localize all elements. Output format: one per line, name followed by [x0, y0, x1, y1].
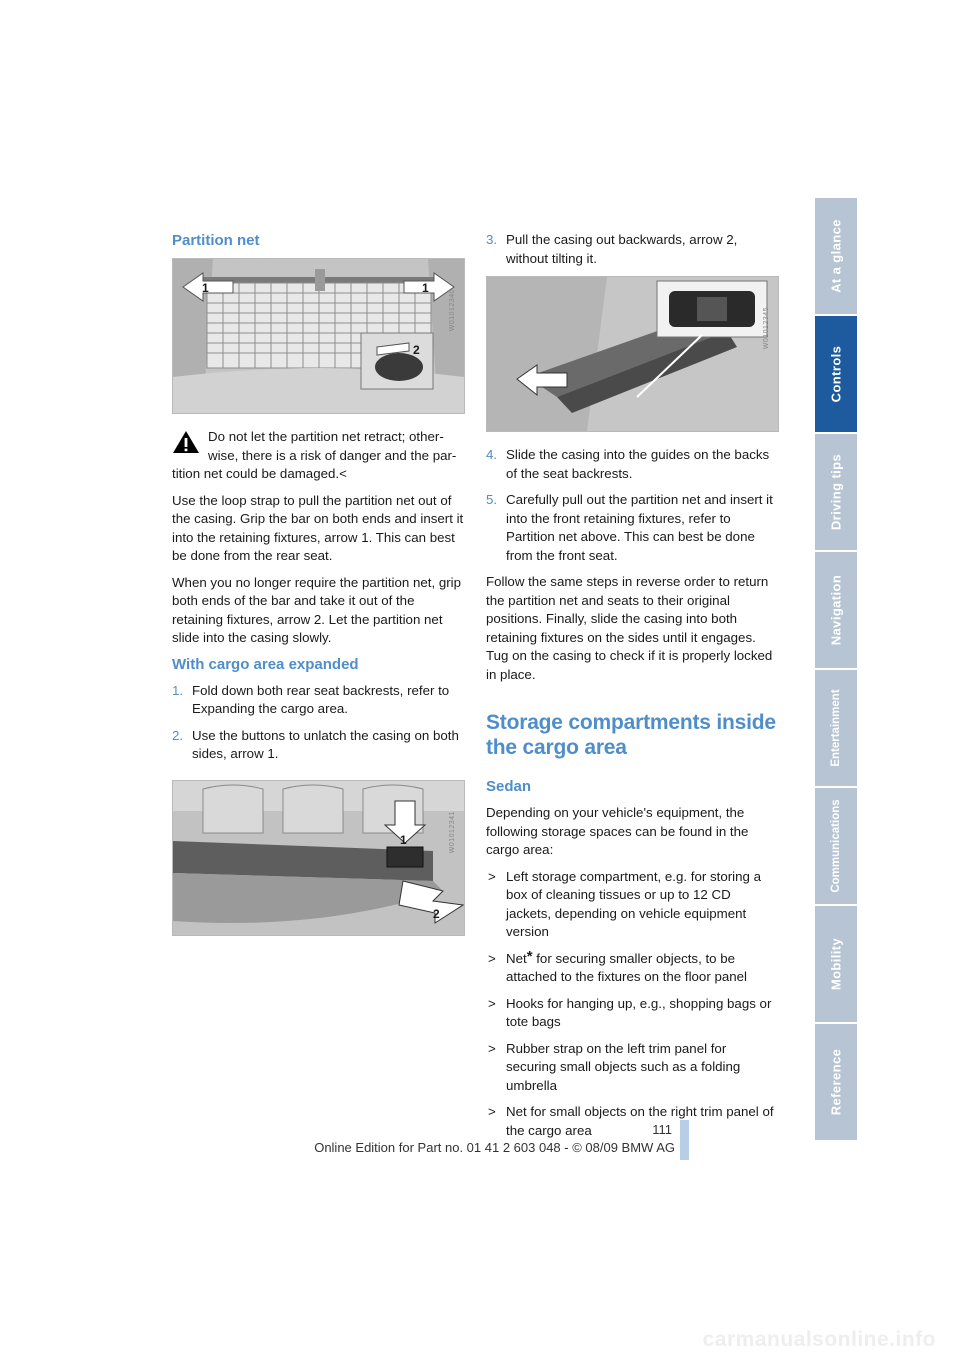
pull-casing-illustration [487, 277, 778, 431]
partition-net-heading: Partition net [172, 232, 260, 249]
end-mark: < [339, 466, 347, 481]
figure-code: W01012341 [448, 810, 456, 853]
paragraph-intro: Depending on your vehicle's equipment, the following storage spaces can be found in the cargo area: [486, 805, 749, 857]
figure-label-arrow-1: 1 [400, 832, 407, 847]
step-item: 3. Pull the casing out backwards, arrow 2, without tilting it. [486, 232, 738, 266]
paragraph-insert-net: Use the loop strap to pull the partition net out of the casing. Grip the bar on both ends and insert it into the retaining fixtures, arrow 1. This can best be done from the rear seat. [172, 492, 464, 563]
figure-label-arrow-2: 2 [433, 906, 440, 921]
step-item: 5. Carefully pull out the partition net and insert it into the front retaining fixtures, refer to Partition net above. This can best be done from the front seat. [486, 492, 773, 563]
warning-line-2: wise, there is a risk of danger and the par- [208, 447, 457, 463]
list-item: > Rubber strap on the left trim panel for securing small objects such as a folding umbrella [488, 1040, 741, 1093]
tab-mobility[interactable]: Mobility [815, 906, 857, 1022]
step-item: 2. Use the buttons to unlatch the casing on both sides, arrow 1. [172, 727, 459, 761]
cargo-expanded-heading: With cargo area expanded [172, 655, 359, 673]
figure-code: W01012340 [448, 289, 456, 332]
warning-note [172, 428, 465, 484]
steps-list-left [172, 682, 465, 764]
step-item: 1. Fold down both rear seat backrests, refer to Expanding the cargo area. [172, 682, 450, 716]
tab-communications[interactable]: Communications [815, 788, 857, 904]
figure-partition-net [172, 258, 465, 414]
tab-reference[interactable]: Reference [815, 1024, 857, 1140]
page-number: 111 [652, 1122, 672, 1137]
tab-controls[interactable]: Controls [815, 316, 857, 432]
tab-at-a-glance[interactable]: At a glance [815, 198, 857, 314]
footer-edition-text: Online Edition for Part no. 01 41 2 603 048 - © 08/09 BMW AG [314, 1140, 675, 1155]
right-column [486, 232, 779, 1148]
list-item: > Left storage compartment, e.g. for storing a box of cleaning tissues or up to 12 CD jackets, depending on vehicle equipment version [488, 868, 761, 939]
tab-driving-tips[interactable]: Driving tips [815, 434, 857, 550]
footer-accent-bar [680, 1120, 689, 1160]
figure-casing-unlatch [172, 780, 465, 936]
steps-list-right-top [486, 231, 779, 268]
watermark [0, 1326, 960, 1358]
list-item: > Net for small objects on the right trim panel of the cargo area [488, 1104, 774, 1138]
sedan-heading: Sedan [486, 778, 532, 795]
paragraph-remove-net: When you no longer require the partition net, grip both ends of the bar and take it out of the retaining fixtures, arrow 2. Let the partition net slide into the casing slowly. [172, 574, 462, 645]
paragraph-reverse-steps: Follow the same steps in reverse order to return the partition net and seats to their original positions. Finally, slide the casing into both retaining fixtures on the sides until it engages. Tug on the casing to check if it is properly locked in place. [486, 574, 773, 682]
list-item: > Hooks for hanging up, e.g., shopping bags or tote bags [488, 995, 772, 1029]
steps-list-right-bottom [486, 446, 779, 565]
warning-line-1: Do not let the partition net retract; other- [208, 429, 444, 444]
storage-bullet-list [486, 868, 779, 1141]
figure-pull-casing [486, 276, 779, 432]
optional-equipment-star: * [526, 947, 533, 965]
chapter-sidebar [815, 198, 857, 1142]
list-item: > Net* for securing smaller objects, to be attached to the fixtures on the floor panel [488, 947, 747, 984]
figure-code: W01012345 [762, 307, 770, 350]
warning-triangle-icon [172, 430, 200, 454]
storage-compartments-title: Storage compartments inside the cargo area [486, 711, 776, 759]
figure-label-arrow-1-left: 1 [202, 281, 209, 295]
figure-label-arrow-1-right: 1 [422, 281, 429, 295]
left-column [172, 232, 465, 950]
casing-unlatch-illustration [173, 781, 464, 935]
watermark-text: carmanualsonline.info [702, 1328, 936, 1351]
tab-entertainment[interactable]: Entertainment [815, 670, 857, 786]
tab-navigation[interactable]: Navigation [815, 552, 857, 668]
figure-label-arrow-2: 2 [413, 343, 420, 357]
step-item: 4. Slide the casing into the guides on the backs of the seat backrests. [486, 447, 770, 481]
partition-net-illustration [173, 259, 464, 413]
warning-line-3: tition net could be damaged. [172, 466, 340, 481]
